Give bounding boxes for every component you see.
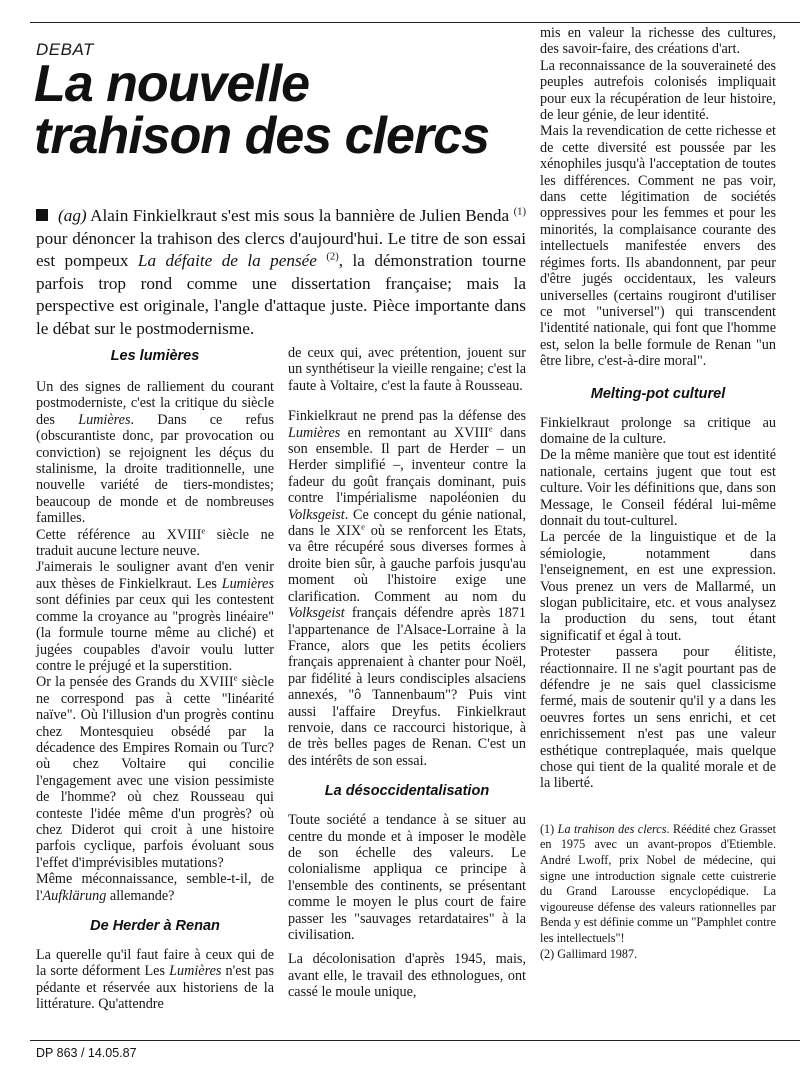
title-line-2: trahison des clercs xyxy=(34,107,489,165)
issue-footer: DP 863 / 14.05.87 xyxy=(36,1046,137,1060)
author-initials: (ag) xyxy=(58,206,87,225)
column-3 xyxy=(540,0,776,962)
footnote-ref-2: (2) xyxy=(326,251,339,263)
footnote-2: (2) Gallimard 1987. xyxy=(540,946,638,961)
paragraph: La querelle qu'il faut faire à ceux qui de la sorte déforment Les Lumières n'est pas pédante et réservée aux historiens de la littérature. Qu'attendre xyxy=(36,947,274,1013)
heading-les-lumieres: Les lumières xyxy=(110,348,200,364)
heading-de-herder-a-renan: De Herder à Renan xyxy=(90,918,220,934)
title-line-1: La nouvelle xyxy=(34,55,310,113)
footnote-1: (1) La trahison des clercs. Réédité chez Grasset en 1975 avec un avant-propos d'Etiemble. André Lwoff, prix Nobel de médecine, qui signe une introduction signale cette cuistrerie du Grand Larousse encyclopédique. La vigoureuse défense des valeurs rationnelles par Benda y est définie comme un "Pamphlet contre les intellectuels"! xyxy=(540,821,776,946)
paragraph: Or la pensée des Grands du XVIIIe siècle ne correspond pas à cette "linéarité naïve". Où l'illusion d'un progrès continu chez Montesquieu obsédé par la décadence des Empires Romain ou Turc? où chez Voltaire qui concilie l'engagement avec une vision pessimiste de l'homme? où chez Rousseau qui conteste l'idée même d'un progrès? où chez Diderot qui croit à une histoire parfois cyclique, parfois évoluant sous l'effet d'imprévisibles mutations? xyxy=(36,672,274,871)
footnotes xyxy=(540,822,776,962)
paragraph: La décolonisation d'après 1945, mais, avant elle, le travail des ethnologues, ont cassé le moule unique, xyxy=(288,951,526,1001)
paragraph: Mais la revendication de cette richesse et de cette diversité est poussée par les xénophiles jusqu'à l'acceptation de toutes les différences. Comment ne pas voir, dans cette légitimation de sociétés oppressives pour les femmes et pour les minorités, la complaisance courante des intellectuels manifestée envers des régimes forts. Ils abandonnent, par peur d'être jugés occidentaux, les valeurs universelles (certains rougiront d'utiliser ce mot "universel") qui transcendent l'identité nationale, qui font que l'homme est, selon la belle formule de Renan "un être libre, c'est-à-dire moral". xyxy=(540,123,776,370)
paragraph: Un des signes de ralliement du courant postmoderniste, c'est la critique du siècle des Lumières. Dans ce refus (obscurantiste donc, par provocation ou conviction) se rejoignent les déçus du stalinisme, la droite traditionnelle, une nouvelle variété de tiers-mondistes; beaucoup de monde et de nombreuses familles. xyxy=(36,379,274,527)
paragraph: Même méconnaissance, semble-t-il, de l'Aufklärung allemande? xyxy=(36,871,274,904)
paragraph: Protester passera pour élitiste, réactionnaire. Il ne s'agit pourtant pas de défendre je ne sais quel classicisme fermé, mais de soutenir qu'il y a dans les oeuvres fortes un sens enrichi, et cet enrichissement n'est pas une valeur esthétique contreplaquée, mais quelque chose qui tient de la qualité morale et de la liberté. xyxy=(540,644,776,792)
rubric: DEBAT xyxy=(36,40,94,59)
heading-desoccidentalisation: La désoccidentalisation xyxy=(324,783,490,800)
paragraph: Cette référence au XVIIIe siècle ne traduit aucune lecture neuve. xyxy=(36,524,274,560)
bottom-rule xyxy=(30,1040,800,1041)
column-2 xyxy=(288,0,526,1001)
footnote-ref-1: (1) xyxy=(513,206,526,218)
lead-paragraph: (ag) Alain Finkielkraut s'est mis sous la bannière de Julien Benda $^{(1)}$ pour dénoncer la trahison des clercs d'aujourd'hui. Le titre de son essai est pompeux La défaite de la pensée $^{(2)}$, la démonstration tourne parfois trop rond comme une dissertation française; mais la perspective est originale, l'angle d'attaque juste. Pièce importante dans le débat sur le postmodernisme. xyxy=(36,206,527,338)
paragraph: J'aimerais le souligner avant d'en venir aux thèses de Finkielkraut. Les Lumières sont définies par ceux qui les contestent comme la croyance au "progrès linéaire" (la formule tourne même au cliché) et jugées coupables d'avoir voulu lutter contre le préjugé et la superstition. xyxy=(36,559,274,674)
heading-melting-pot-culturel: Melting-pot culturel xyxy=(590,385,726,402)
paragraph: Finkielkraut prolonge sa critique au domaine de la culture. xyxy=(540,414,776,447)
paragraph: de ceux qui, avec prétention, jouent sur un synthétiseur la vieille rengaine; c'est la faute à Voltaire, c'est la faute à Rousseau. xyxy=(288,345,526,394)
paragraph: Finkielkraut ne prend pas la défense des Lumières en remontant au XVIIIe dans son ensemble. Il part de Herder – un Herder simplifié –, inventeur contre la fadeur du goût français dominant, puis contre l'impérialisme napoléonien du Volksgeist. Ce concept du génie national, dans le XIXe où se renforcent les Etats, va être récupéré sous diverses formes à droite bien sûr, à gauche parfois jusqu'au moment où l'histoire exige une clarification. Comment au nom du Volksgeist français défendre après 1871 l'appartenance de l'Alsace-Lorraine à la France, alors que les petits écoliers français apprenaient à chanter pour Noël, par fidélité à leurs condisciples alsaciens annexés, "ô Tannenbaum"? Puis vint aussi l'affaire Dreyfus. Finkielkraut renvoie, dans ce raccourci historique, à de très belles pages de Renan. C'est un des intérêts de son essai. xyxy=(288,408,526,769)
paragraph: De la même manière que tout est identité nationale, certains jugent que tout est culture. Voir les définitions que, dans son Message, le Conseil fédéral lui-même donnait du tout-culturel. xyxy=(540,447,776,529)
book-title: La défaite de la pensée xyxy=(137,251,317,270)
paragraph: La reconnaissance de la souveraineté des peuples autrefois colonisés impliquait pour eux la récupération de leur histoire, de leur génie, de leur identité. xyxy=(540,57,776,124)
column-1 xyxy=(36,0,274,1013)
paragraph: La percée de la linguistique et de la sémiologie, notamment dans l'enseignement, en est une expression. Vous prenez un vers de Mallarmé, un slogan publicitaire, etc. et vous analysez la production du sens, tout étant significatif et égal à tout. xyxy=(540,529,776,644)
paragraph: mis en valeur la richesse des cultures, des savoir-faire, des créations d'art. xyxy=(540,25,776,58)
paragraph: Toute société a tendance à se situer au centre du monde et à imposer le modèle de son échelle des valeurs. Le colonialisme appliqua ce principe à l'ensemble des continents, se présentant comme le moyen le plus court de faire passer les "sauvages retardataires" à la civilisation. xyxy=(288,812,526,943)
